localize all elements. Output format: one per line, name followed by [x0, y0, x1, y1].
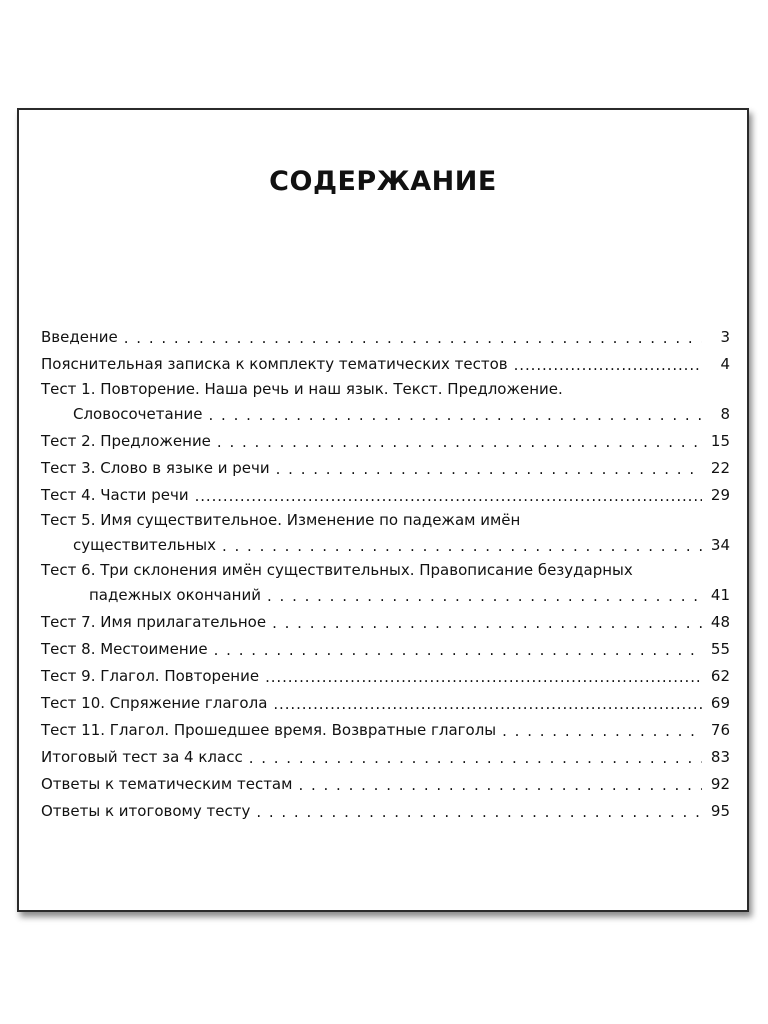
dot-leader — [273, 697, 702, 712]
toc-entry-label: Тест 4. Части речи — [41, 486, 189, 504]
toc-entry — [41, 798, 730, 825]
toc-row — [41, 636, 730, 663]
toc-entry — [41, 324, 730, 351]
toc-page-number: 41 — [710, 586, 730, 604]
toc-entry — [41, 690, 730, 717]
dot-leader — [217, 435, 702, 450]
dot-leader — [209, 408, 703, 423]
toc-page-number: 76 — [710, 721, 730, 739]
toc-entry-label: существительных — [73, 536, 216, 554]
toc-entry-label: Ответы к тематическим тестам — [41, 775, 293, 793]
toc-page-number: 95 — [710, 802, 730, 820]
page-title: СОДЕРЖАНИЕ — [269, 166, 497, 197]
dot-leader — [502, 724, 702, 739]
dot-leader — [272, 616, 702, 631]
toc-page-number: 22 — [710, 459, 730, 477]
toc-row — [41, 798, 730, 825]
dot-leader — [265, 670, 702, 685]
toc-page-number: 83 — [710, 748, 730, 766]
toc-entry-label: Пояснительная записка к комплекту тематических тестов — [41, 355, 508, 373]
toc-page-number: 15 — [710, 432, 730, 450]
dot-leader — [267, 589, 702, 604]
toc-entry — [41, 351, 730, 378]
toc-row — [41, 690, 730, 717]
toc-entry-label: Итоговый тест за 4 класс — [41, 748, 243, 766]
toc-page-number: 69 — [710, 694, 730, 712]
toc-row — [41, 428, 730, 455]
toc-entry-label: падежных окончаний — [89, 586, 261, 604]
toc-page-number: 3 — [720, 328, 730, 346]
dot-leader — [298, 778, 702, 793]
toc-page-number: 48 — [710, 613, 730, 631]
toc-entry — [41, 744, 730, 771]
toc-page-number: 62 — [710, 667, 730, 685]
toc-entry-label: Ответы к итоговому тесту — [41, 802, 251, 820]
toc-entry — [41, 428, 730, 455]
toc-entry-first-line: Тест 1. Повторение. Наша речь и наш язык. Текст. Предложение. — [41, 380, 563, 398]
toc-page-number: 8 — [720, 405, 730, 423]
dot-leader — [514, 358, 702, 373]
toc-entry-label: Тест 3. Слово в языке и речи — [41, 459, 270, 477]
toc-entry — [41, 717, 730, 744]
toc-row — [41, 401, 730, 428]
dot-leader — [256, 805, 702, 820]
toc-entry-label: Словосочетание — [73, 405, 203, 423]
toc-entry-label: Тест 8. Местоимение — [41, 640, 208, 658]
toc-row — [41, 771, 730, 798]
toc-page-number: 92 — [710, 775, 730, 793]
dot-leader — [214, 643, 702, 658]
toc-row — [41, 717, 730, 744]
toc-entry-label: Тест 2. Предложение — [41, 432, 211, 450]
dot-leader — [195, 489, 702, 504]
toc-row — [41, 532, 730, 559]
toc-entry — [41, 455, 730, 482]
toc-row — [41, 455, 730, 482]
dot-leader — [222, 539, 702, 554]
table-of-contents — [41, 324, 730, 825]
dot-leader — [276, 462, 702, 477]
toc-entry-label: Тест 10. Спряжение глагола — [41, 694, 268, 712]
toc-entry-first-line: Тест 6. Три склонения имён существительных. Правописание безударных — [41, 561, 633, 579]
document-page — [17, 108, 749, 912]
toc-entry-label: Тест 7. Имя прилагательное — [41, 613, 267, 631]
toc-row — [41, 324, 730, 351]
toc-entry-first-line: Тест 5. Имя существительное. Изменение по падежам имён — [41, 511, 521, 529]
toc-page-number: 4 — [720, 355, 730, 373]
toc-entry — [41, 559, 730, 609]
toc-entry-label: Тест 9. Глагол. Повторение — [41, 667, 260, 685]
toc-page-number: 29 — [710, 486, 730, 504]
dot-leader — [249, 751, 702, 766]
toc-row — [41, 744, 730, 771]
toc-entry — [41, 509, 730, 559]
toc-page-number: 34 — [710, 536, 730, 554]
toc-entry — [41, 636, 730, 663]
toc-row — [41, 482, 730, 509]
toc-row — [41, 582, 730, 609]
dot-leader — [124, 331, 702, 346]
toc-entry-label: Введение — [41, 328, 118, 346]
toc-entry — [41, 482, 730, 509]
toc-row — [41, 609, 730, 636]
toc-entry — [41, 609, 730, 636]
toc-row — [41, 663, 730, 690]
toc-page-number: 55 — [710, 640, 730, 658]
toc-entry — [41, 771, 730, 798]
toc-entry-label: Тест 11. Глагол. Прошедшее время. Возвратные глаголы — [41, 721, 497, 739]
toc-row — [41, 351, 730, 378]
toc-entry — [41, 378, 730, 428]
toc-entry — [41, 663, 730, 690]
